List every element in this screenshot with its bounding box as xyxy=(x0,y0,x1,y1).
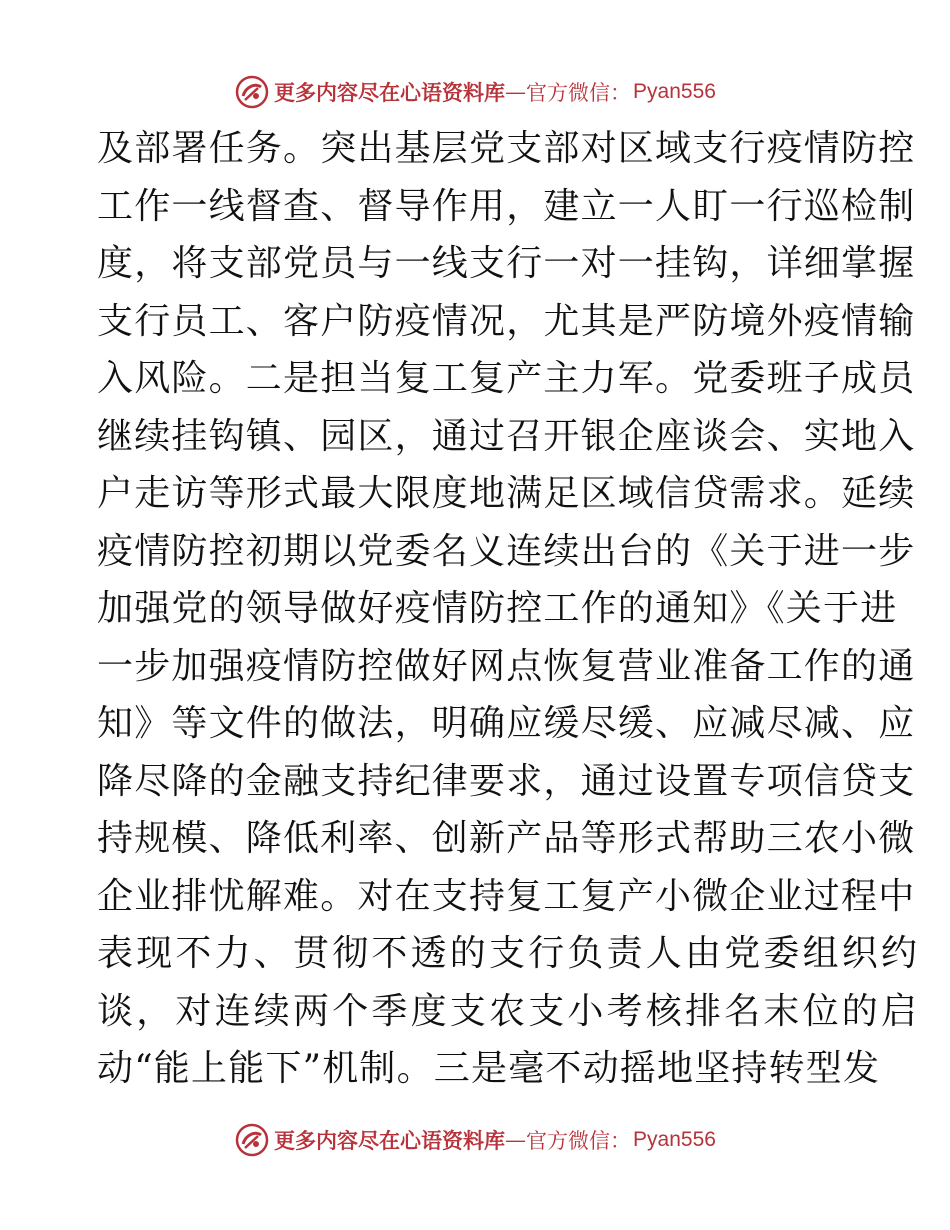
text-line: 及部署任务。突出基层党支部对区域支行疫情防控 xyxy=(97,128,916,169)
text-line: 一步加强疫情防控做好网点恢复营业准备工作的通 xyxy=(97,645,916,687)
text-line: 度，将支部党员与一线支行一对一挂钩，详细掌握 xyxy=(97,243,916,284)
document-body xyxy=(97,120,921,1098)
text-line: 降尽降的金融支持纪律要求，通过设置专项信贷支 xyxy=(97,760,916,802)
header-site-name: 更多内容尽在心语资料库 xyxy=(274,80,506,105)
text-line: 持规模、降低利率、创新产品等形式帮助三农小微 xyxy=(97,818,916,859)
text-line: 疫情防控初期以党委名义连续出台的《关于进一步 xyxy=(97,530,916,572)
header-separator: — xyxy=(505,80,527,104)
footer-separator: — xyxy=(505,1128,527,1152)
text-line: 工作一线督查、督导作用，建立一人盯一行巡检制 xyxy=(97,185,916,227)
text-line: 企业排忧解难。对在支持复工复产小微企业过程中 xyxy=(97,875,916,917)
footer-wechat-id: Pyan556 xyxy=(633,1128,716,1151)
header-wechat-label: 官方微信： xyxy=(526,81,632,105)
header-banner xyxy=(0,70,950,114)
text-line: 继续挂钩镇、园区，通过召开银企座谈会、实地入 xyxy=(97,415,916,457)
text-line: 加强党的领导做好疫情防控工作的通知》《关于进 xyxy=(97,588,898,629)
header-wechat-id: Pyan556 xyxy=(633,80,716,103)
seal-logo-icon xyxy=(234,74,270,110)
text-line: 表现不力、贯彻不透的支行负责人由党委组织约 xyxy=(97,933,921,974)
footer-wechat-label: 官方微信： xyxy=(526,1129,632,1153)
text-line: 支行员工、客户防疫情况，尤其是严防境外疫情输 xyxy=(97,300,916,342)
footer-site-name: 更多内容尽在心语资料库 xyxy=(274,1128,506,1153)
seal-logo-icon xyxy=(234,1122,270,1158)
text-line: 谈，对连续两个季度支农支小考核排名末位的启 xyxy=(97,990,921,1032)
footer-banner xyxy=(0,1118,950,1162)
text-line: 入风险。二是担当复工复产主力军。党委班子成员 xyxy=(97,358,916,399)
text-line: 动“能上能下”机制。三是毫不动摇地坚持转型发 xyxy=(97,1048,881,1089)
text-line: 户走访等形式最大限度地满足区域信贷需求。延续 xyxy=(97,473,916,514)
text-line: 知》等文件的做法，明确应缓尽缓、应减尽减、应 xyxy=(97,703,916,744)
